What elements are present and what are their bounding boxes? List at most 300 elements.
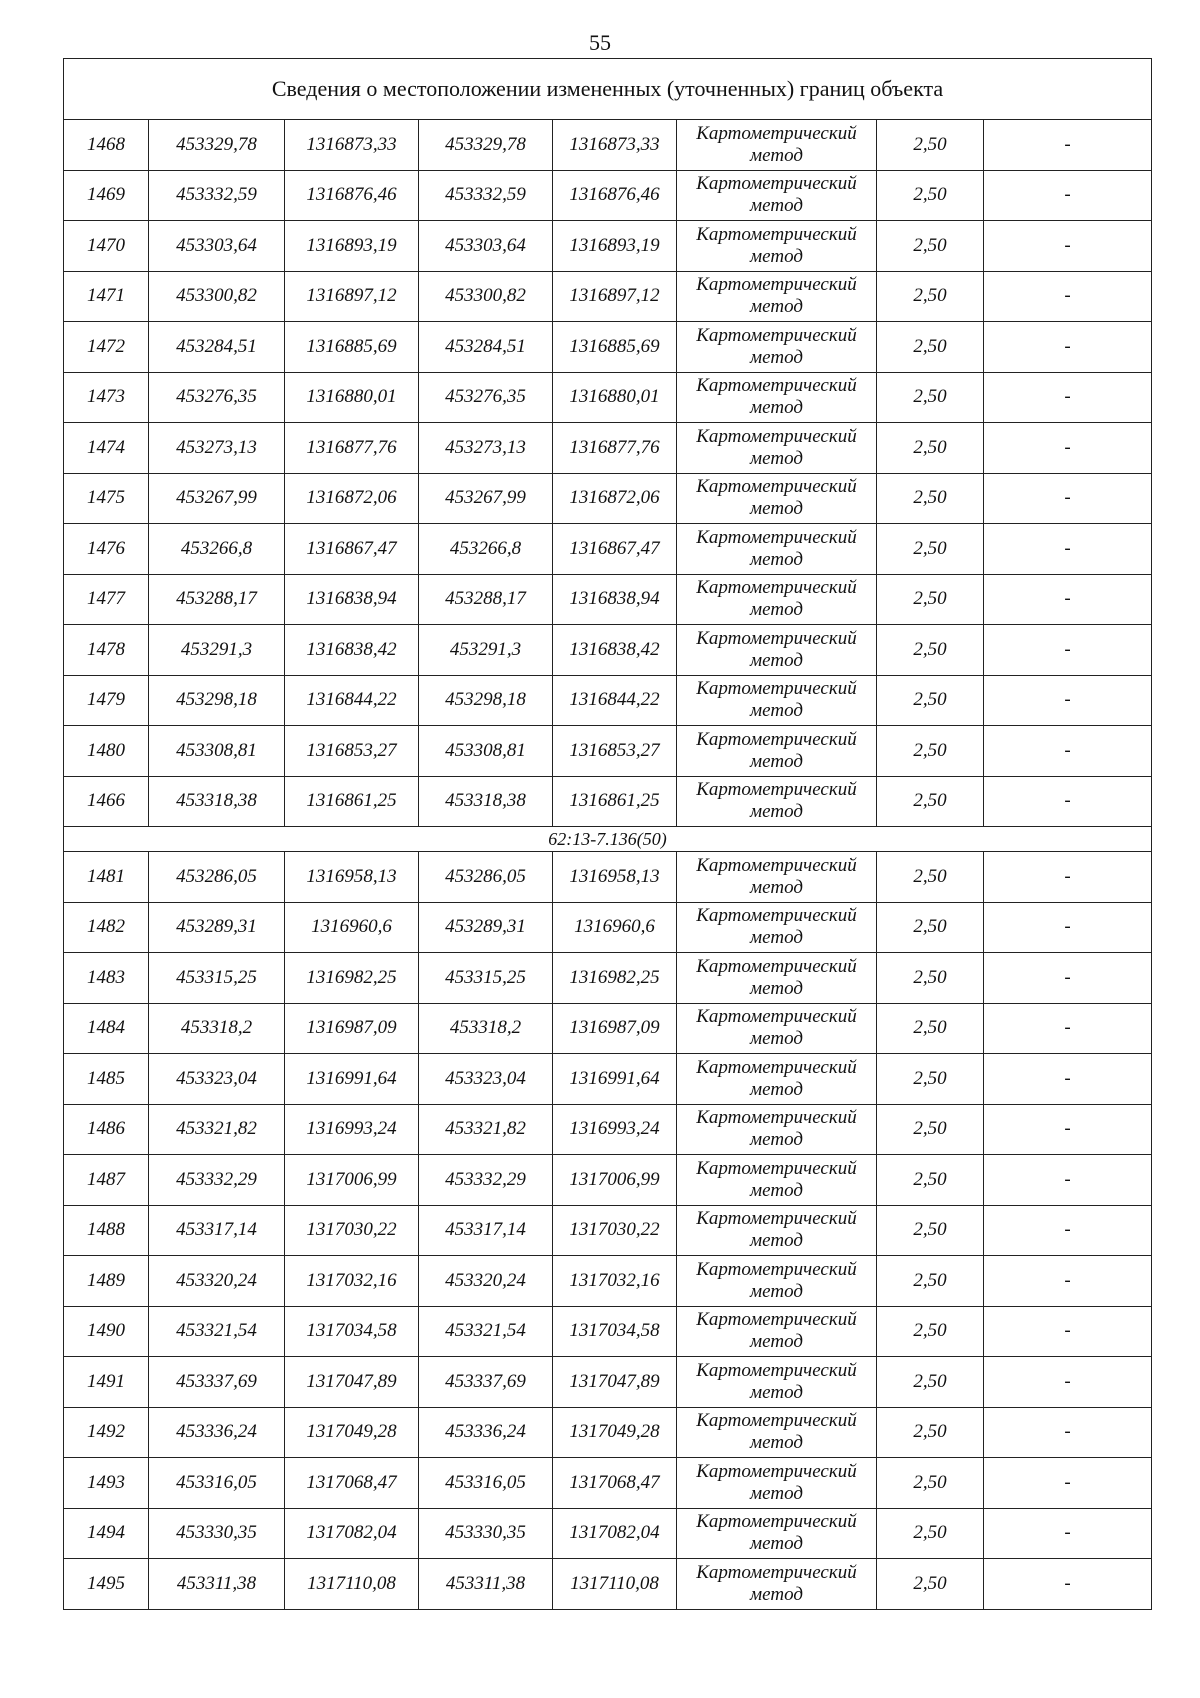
method-line-1: Картометрический [696,223,857,245]
note-cell: - [984,625,1152,676]
table-title: Сведения о местоположении измененных (уточненных) границ объекта [64,59,1152,120]
point-number-cell: 1472 [64,322,149,373]
y-new-cell: 1316993,24 [553,1104,677,1155]
method-line-1: Картометрический [696,476,857,498]
x-old-cell: 453273,13 [149,423,285,474]
x-new-cell: 453273,13 [419,423,553,474]
note-cell: - [984,423,1152,474]
point-number-cell: 1478 [64,625,149,676]
method-line-1: Картометрический [696,1410,857,1432]
y-new-cell: 1316960,6 [553,902,677,953]
method-line-2: метод [750,1432,803,1454]
method-line-2: метод [750,1331,803,1353]
method-cell [677,1003,877,1054]
x-new-cell: 453300,82 [419,271,553,322]
x-new-cell: 453267,99 [419,473,553,524]
method-cell [677,473,877,524]
note-cell: - [984,524,1152,575]
point-number-cell: 1482 [64,902,149,953]
method-line-2: метод [750,1482,803,1504]
x-new-cell: 453284,51 [419,322,553,373]
x-new-cell: 453308,81 [419,726,553,777]
note-cell: - [984,1205,1152,1256]
y-new-cell: 1316872,06 [553,473,677,524]
y-old-cell: 1316893,19 [285,221,419,272]
point-number-cell: 1477 [64,574,149,625]
table-title-row [64,59,1152,120]
point-number-cell: 1491 [64,1357,149,1408]
method-cell [677,1256,877,1307]
note-cell: - [984,1104,1152,1155]
y-old-cell: 1316872,06 [285,473,419,524]
accuracy-cell: 2,50 [877,902,984,953]
point-number-cell: 1480 [64,726,149,777]
table-row [64,852,1152,903]
section-header-row [64,827,1152,852]
y-new-cell: 1316982,25 [553,953,677,1004]
x-new-cell: 453332,29 [419,1155,553,1206]
x-old-cell: 453316,05 [149,1458,285,1509]
point-number-cell: 1479 [64,675,149,726]
y-new-cell: 1317068,47 [553,1458,677,1509]
y-old-cell: 1317082,04 [285,1508,419,1559]
method-line-2: метод [750,700,803,722]
table-row [64,423,1152,474]
y-new-cell: 1316867,47 [553,524,677,575]
y-old-cell: 1316844,22 [285,675,419,726]
y-old-cell: 1317110,08 [285,1559,419,1610]
method-cell [677,726,877,777]
note-cell: - [984,1256,1152,1307]
table-row [64,1407,1152,1458]
y-old-cell: 1317068,47 [285,1458,419,1509]
note-cell: - [984,1508,1152,1559]
note-cell: - [984,1407,1152,1458]
y-new-cell: 1316991,64 [553,1054,677,1105]
table-row [64,726,1152,777]
x-new-cell: 453321,54 [419,1306,553,1357]
x-old-cell: 453267,99 [149,473,285,524]
accuracy-cell: 2,50 [877,423,984,474]
method-line-2: метод [750,498,803,520]
table-row [64,574,1152,625]
x-new-cell: 453289,31 [419,902,553,953]
y-new-cell: 1316877,76 [553,423,677,474]
method-line-1: Картометрический [696,1056,857,1078]
x-old-cell: 453329,78 [149,120,285,171]
note-cell: - [984,675,1152,726]
x-new-cell: 453315,25 [419,953,553,1004]
method-line-1: Картометрический [696,955,857,977]
x-old-cell: 453321,82 [149,1104,285,1155]
table-row [64,1357,1152,1408]
method-line-2: метод [750,1533,803,1555]
method-cell [677,1155,877,1206]
y-new-cell: 1317006,99 [553,1155,677,1206]
accuracy-cell: 2,50 [877,372,984,423]
x-new-cell: 453311,38 [419,1559,553,1610]
x-new-cell: 453317,14 [419,1205,553,1256]
y-old-cell: 1316838,42 [285,625,419,676]
method-line-2: метод [750,1179,803,1201]
x-old-cell: 453276,35 [149,372,285,423]
table-row [64,1458,1152,1509]
boundary-coordinates-table [63,58,1152,1610]
x-new-cell: 453321,82 [419,1104,553,1155]
point-number-cell: 1471 [64,271,149,322]
x-old-cell: 453330,35 [149,1508,285,1559]
table-row [64,1054,1152,1105]
point-number-cell: 1495 [64,1559,149,1610]
table-row [64,1104,1152,1155]
x-new-cell: 453288,17 [419,574,553,625]
x-new-cell: 453323,04 [419,1054,553,1105]
y-old-cell: 1316867,47 [285,524,419,575]
point-number-cell: 1468 [64,120,149,171]
method-line-2: метод [750,548,803,570]
note-cell: - [984,574,1152,625]
method-line-1: Картометрический [696,1359,857,1381]
accuracy-cell: 2,50 [877,1054,984,1105]
y-new-cell: 1316885,69 [553,322,677,373]
y-old-cell: 1316960,6 [285,902,419,953]
note-cell: - [984,1357,1152,1408]
accuracy-cell: 2,50 [877,625,984,676]
method-line-2: метод [750,927,803,949]
y-new-cell: 1316987,09 [553,1003,677,1054]
method-line-2: метод [750,977,803,999]
point-number-cell: 1469 [64,170,149,221]
method-line-2: метод [750,296,803,318]
method-line-1: Картометрический [696,375,857,397]
method-line-1: Картометрический [696,274,857,296]
accuracy-cell: 2,50 [877,221,984,272]
y-new-cell: 1316876,46 [553,170,677,221]
x-old-cell: 453300,82 [149,271,285,322]
y-old-cell: 1316876,46 [285,170,419,221]
table-row [64,1205,1152,1256]
y-new-cell: 1317049,28 [553,1407,677,1458]
y-new-cell: 1316880,01 [553,372,677,423]
note-cell: - [984,322,1152,373]
method-line-1: Картометрический [696,1309,857,1331]
point-number-cell: 1470 [64,221,149,272]
point-number-cell: 1475 [64,473,149,524]
note-cell: - [984,473,1152,524]
y-new-cell: 1317082,04 [553,1508,677,1559]
x-new-cell: 453276,35 [419,372,553,423]
x-old-cell: 453318,38 [149,776,285,827]
x-old-cell: 453284,51 [149,322,285,373]
x-old-cell: 453298,18 [149,675,285,726]
method-cell [677,271,877,322]
x-old-cell: 453288,17 [149,574,285,625]
accuracy-cell: 2,50 [877,574,984,625]
method-line-2: метод [750,245,803,267]
method-cell [677,1357,877,1408]
y-old-cell: 1317032,16 [285,1256,419,1307]
point-number-cell: 1484 [64,1003,149,1054]
x-new-cell: 453298,18 [419,675,553,726]
x-new-cell: 453286,05 [419,852,553,903]
y-old-cell: 1317034,58 [285,1306,419,1357]
accuracy-cell: 2,50 [877,170,984,221]
x-new-cell: 453337,69 [419,1357,553,1408]
method-line-2: метод [750,876,803,898]
method-cell [677,221,877,272]
method-cell [677,574,877,625]
x-new-cell: 453318,2 [419,1003,553,1054]
method-line-2: метод [750,1230,803,1252]
method-cell [677,675,877,726]
method-cell [677,852,877,903]
method-line-2: метод [750,801,803,823]
y-old-cell: 1317047,89 [285,1357,419,1408]
x-old-cell: 453320,24 [149,1256,285,1307]
point-number-cell: 1492 [64,1407,149,1458]
table-row [64,1306,1152,1357]
section-label: 62:13-7.136(50) [64,827,1152,852]
x-old-cell: 453317,14 [149,1205,285,1256]
x-new-cell: 453320,24 [419,1256,553,1307]
y-new-cell: 1316838,94 [553,574,677,625]
accuracy-cell: 2,50 [877,524,984,575]
x-new-cell: 453266,8 [419,524,553,575]
accuracy-cell: 2,50 [877,1104,984,1155]
accuracy-cell: 2,50 [877,1306,984,1357]
y-old-cell: 1316880,01 [285,372,419,423]
method-line-1: Картометрический [696,1157,857,1179]
method-line-2: метод [750,195,803,217]
table-row [64,953,1152,1004]
x-old-cell: 453311,38 [149,1559,285,1610]
accuracy-cell: 2,50 [877,322,984,373]
point-number-cell: 1489 [64,1256,149,1307]
y-old-cell: 1316991,64 [285,1054,419,1105]
table-row [64,902,1152,953]
method-line-1: Картометрический [696,324,857,346]
point-number-cell: 1488 [64,1205,149,1256]
method-line-2: метод [750,750,803,772]
y-new-cell: 1316844,22 [553,675,677,726]
y-new-cell: 1317032,16 [553,1256,677,1307]
table-row [64,1559,1152,1610]
note-cell: - [984,120,1152,171]
accuracy-cell: 2,50 [877,120,984,171]
y-new-cell: 1316958,13 [553,852,677,903]
accuracy-cell: 2,50 [877,675,984,726]
x-new-cell: 453303,64 [419,221,553,272]
point-number-cell: 1473 [64,372,149,423]
note-cell: - [984,271,1152,322]
note-cell: - [984,726,1152,777]
method-line-2: метод [750,1028,803,1050]
note-cell: - [984,1559,1152,1610]
x-new-cell: 453318,38 [419,776,553,827]
x-old-cell: 453321,54 [149,1306,285,1357]
method-cell [677,322,877,373]
point-number-cell: 1485 [64,1054,149,1105]
y-new-cell: 1317047,89 [553,1357,677,1408]
method-line-1: Картометрический [696,1208,857,1230]
method-line-1: Картометрический [696,1460,857,1482]
table-row [64,776,1152,827]
y-old-cell: 1317006,99 [285,1155,419,1206]
method-line-2: метод [750,1381,803,1403]
y-new-cell: 1317110,08 [553,1559,677,1610]
point-number-cell: 1490 [64,1306,149,1357]
method-line-1: Картометрический [696,627,857,649]
table-row [64,1508,1152,1559]
method-cell [677,1205,877,1256]
table-row [64,524,1152,575]
y-new-cell: 1316861,25 [553,776,677,827]
accuracy-cell: 2,50 [877,852,984,903]
method-cell [677,524,877,575]
note-cell: - [984,1003,1152,1054]
table-row [64,170,1152,221]
method-cell [677,1508,877,1559]
x-old-cell: 453323,04 [149,1054,285,1105]
method-cell [677,1104,877,1155]
method-line-2: метод [750,144,803,166]
accuracy-cell: 2,50 [877,1003,984,1054]
method-cell [677,120,877,171]
accuracy-cell: 2,50 [877,1508,984,1559]
y-new-cell: 1317034,58 [553,1306,677,1357]
method-line-1: Картометрический [696,526,857,548]
method-line-2: метод [750,1583,803,1605]
point-number-cell: 1481 [64,852,149,903]
method-cell [677,170,877,221]
accuracy-cell: 2,50 [877,953,984,1004]
method-line-1: Картометрический [696,1258,857,1280]
method-cell [677,423,877,474]
method-line-1: Картометрический [696,905,857,927]
x-old-cell: 453308,81 [149,726,285,777]
page-number: 55 [589,30,611,55]
method-cell [677,1054,877,1105]
accuracy-cell: 2,50 [877,1407,984,1458]
table-row [64,372,1152,423]
table-row [64,1003,1152,1054]
x-old-cell: 453291,3 [149,625,285,676]
note-cell: - [984,953,1152,1004]
x-new-cell: 453332,59 [419,170,553,221]
point-number-cell: 1466 [64,776,149,827]
method-cell [677,1407,877,1458]
y-old-cell: 1316853,27 [285,726,419,777]
method-line-1: Картометрический [696,1107,857,1129]
method-line-1: Картометрический [696,1006,857,1028]
x-new-cell: 453316,05 [419,1458,553,1509]
note-cell: - [984,1458,1152,1509]
x-old-cell: 453315,25 [149,953,285,1004]
note-cell: - [984,221,1152,272]
method-line-1: Картометрический [696,577,857,599]
table-row [64,473,1152,524]
y-old-cell: 1316861,25 [285,776,419,827]
accuracy-cell: 2,50 [877,1559,984,1610]
method-line-2: метод [750,1280,803,1302]
x-old-cell: 453336,24 [149,1407,285,1458]
method-cell [677,776,877,827]
accuracy-cell: 2,50 [877,271,984,322]
table-row [64,271,1152,322]
method-line-2: метод [750,1078,803,1100]
y-old-cell: 1316993,24 [285,1104,419,1155]
table-row [64,1155,1152,1206]
point-number-cell: 1474 [64,423,149,474]
method-cell [677,1306,877,1357]
x-old-cell: 453332,59 [149,170,285,221]
x-new-cell: 453291,3 [419,625,553,676]
x-new-cell: 453329,78 [419,120,553,171]
method-cell [677,1458,877,1509]
method-line-2: метод [750,649,803,671]
note-cell: - [984,372,1152,423]
table-row [64,120,1152,171]
accuracy-cell: 2,50 [877,473,984,524]
table-row [64,625,1152,676]
method-line-1: Картометрический [696,1561,857,1583]
accuracy-cell: 2,50 [877,726,984,777]
x-old-cell: 453337,69 [149,1357,285,1408]
x-old-cell: 453332,29 [149,1155,285,1206]
x-old-cell: 453266,8 [149,524,285,575]
y-old-cell: 1317049,28 [285,1407,419,1458]
method-line-1: Картометрический [696,728,857,750]
accuracy-cell: 2,50 [877,1205,984,1256]
point-number-cell: 1476 [64,524,149,575]
x-old-cell: 453318,2 [149,1003,285,1054]
accuracy-cell: 2,50 [877,1155,984,1206]
y-old-cell: 1316897,12 [285,271,419,322]
accuracy-cell: 2,50 [877,1357,984,1408]
y-new-cell: 1316873,33 [553,120,677,171]
note-cell: - [984,902,1152,953]
method-line-2: метод [750,599,803,621]
method-line-2: метод [750,1129,803,1151]
note-cell: - [984,170,1152,221]
method-line-1: Картометрический [696,173,857,195]
y-old-cell: 1316982,25 [285,953,419,1004]
note-cell: - [984,1155,1152,1206]
point-number-cell: 1493 [64,1458,149,1509]
table-row [64,221,1152,272]
y-old-cell: 1316838,94 [285,574,419,625]
method-line-1: Картометрический [696,122,857,144]
table-row [64,322,1152,373]
y-old-cell: 1316873,33 [285,120,419,171]
y-old-cell: 1317030,22 [285,1205,419,1256]
table-row [64,675,1152,726]
method-line-1: Картометрический [696,678,857,700]
method-cell [677,625,877,676]
method-cell [677,953,877,1004]
method-line-1: Картометрический [696,425,857,447]
note-cell: - [984,776,1152,827]
method-line-2: метод [750,397,803,419]
method-line-1: Картометрический [696,1511,857,1533]
x-new-cell: 453336,24 [419,1407,553,1458]
y-old-cell: 1316877,76 [285,423,419,474]
accuracy-cell: 2,50 [877,1256,984,1307]
x-new-cell: 453330,35 [419,1508,553,1559]
x-old-cell: 453286,05 [149,852,285,903]
accuracy-cell: 2,50 [877,776,984,827]
point-number-cell: 1494 [64,1508,149,1559]
